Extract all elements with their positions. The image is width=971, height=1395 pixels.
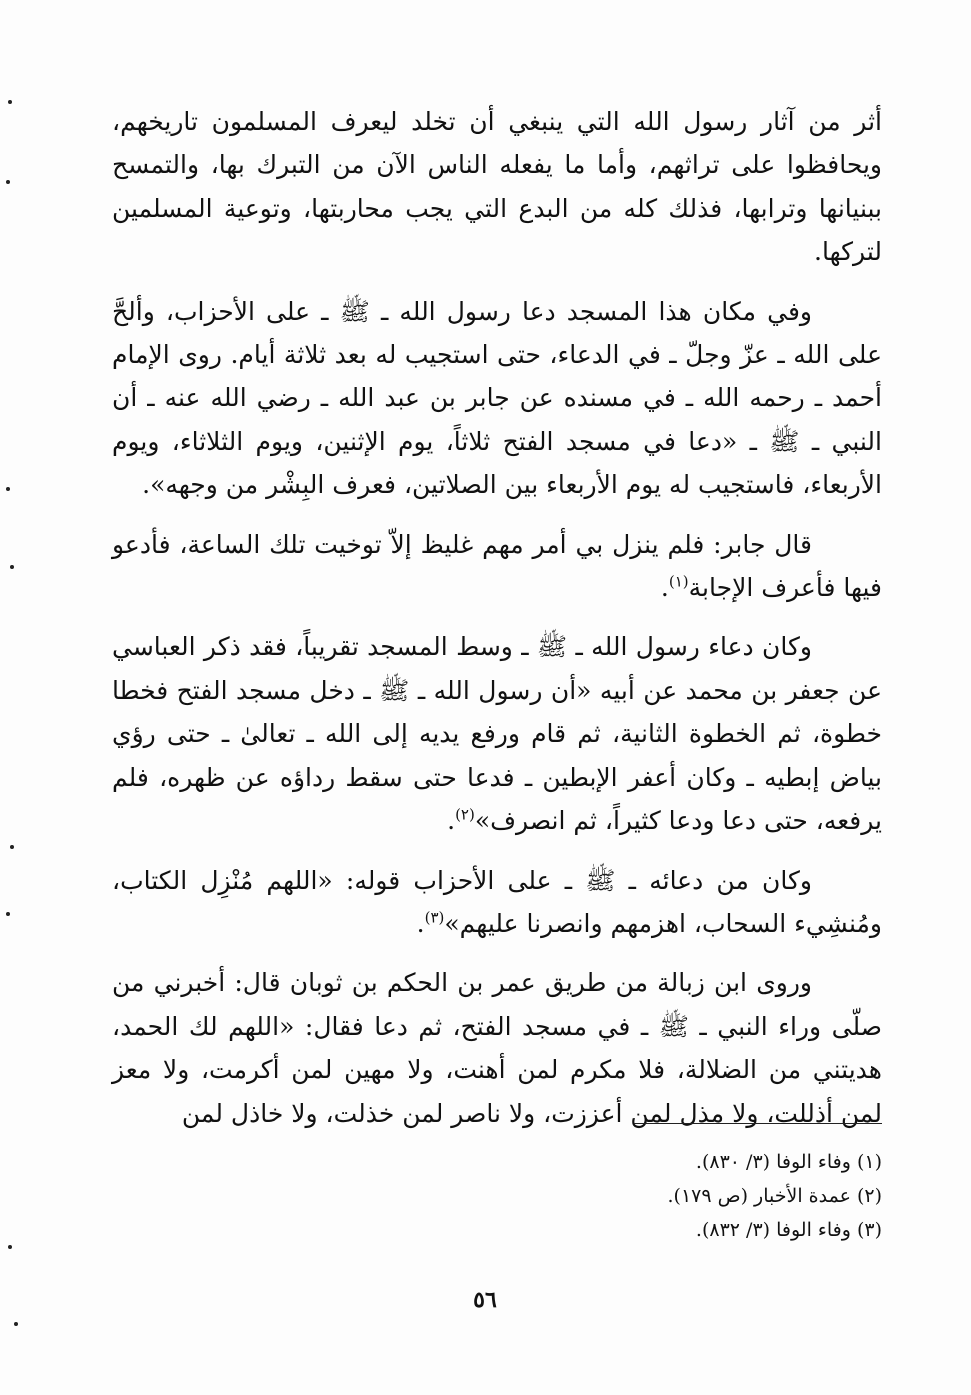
footnote-ref-1: (١) — [668, 572, 689, 591]
scan-speck — [14, 1322, 18, 1326]
paragraph-5-period: . — [416, 908, 425, 938]
paragraph-6: وروى ابن زبالة من طريق عمر بن الحكم بن ثوبان قال: أخبرني من صلّى وراء النبي ـ ﷺ ـ في مسجد الفتح، ثم دعا فقال: «اللهم لك الحمد، هديتني من الضلالة، فلا مكرم لمن أهنت، ولا مهين لمن أكرمت، ولا معز لمن أذللت، ولا مذل لمن أعززت، ولا ناصر لمن خذلت، ولا خاذل لمن — [112, 968, 882, 1128]
scan-speck — [6, 912, 10, 916]
paragraph-4-period: . — [447, 806, 456, 836]
footnotes — [500, 1145, 882, 1247]
paragraph-4-text: وكان دعاء رسول الله ـ ﷺ ـ وسط المسجد تقريباً، فقد ذكر العباسي عن جعفر بن محمد عن أبيه «أن رسول الله ـ ﷺ ـ دخل مسجد الفتح فخطا خطوة، ثم الخطوة الثانية، ثم قام ورفع يديه إلى الله ـ تعالىٰ ـ حتى رؤي بياض إبطيه ـ وكان أعفر الإبطين ـ فدعا حتى سقط رداؤه عن ظهره، فلم يرفعه، حتى دعا ودعا كثيراً، ثم انصرف» — [112, 632, 882, 836]
scan-speck — [8, 1245, 12, 1249]
paragraph-3 — [112, 523, 882, 610]
paragraph-3-period: . — [660, 573, 669, 603]
paragraph-3-text: قال جابر: فلم ينزل بي أمر مهم غليظ إلاّ توخيت تلك الساعة، فأدعو فيها فأعرف الإجابة — [112, 529, 882, 603]
scan-speck — [8, 100, 12, 104]
paragraph-2: وفي مكان هذا المسجد دعا رسول الله ـ ﷺ ـ على الأحزاب، وألحَّ على الله ـ عزّ وجلّ ـ في الدعاء، حتى استجيب له بعد ثلاثة أيام. روى الإمام أحمد ـ رحمه الله ـ في مسنده عن جابر بن عبد الله ـ رضي الله عنه ـ أن النبي ـ ﷺ ـ «دعا في مسجد الفتح ثلاثاً، يوم الإثنين، ويوم الثلاثاء، ويوم الأربعاء، فاستجيب له يوم الأربعاء بين الصلاتين، فعرف البِشْر من وجهه». — [112, 296, 882, 500]
footnote-3: (٣) وفاء الوفا (٣/ ٨٣٢). — [695, 1219, 882, 1241]
paragraph-4 — [112, 625, 882, 842]
page-number: ٥٦ — [473, 1287, 497, 1313]
footnote-1: (١) وفاء الوفا (٣/ ٨٣٠). — [695, 1151, 882, 1173]
footnote-separator — [634, 1123, 882, 1124]
paragraph-5-text: وكان من دعائه ـ ﷺ ـ على الأحزاب قوله: «اللهم مُنْزِل الكتاب، ومُنشِيء السحاب، اهزمهم وانصرنا عليهم» — [112, 865, 882, 938]
scan-speck — [10, 565, 14, 569]
scan-speck — [6, 487, 10, 491]
footnote-ref-3: (٣) — [424, 908, 445, 927]
scan-speck — [10, 845, 14, 849]
paragraph-1: أثر من آثار رسول الله التي ينبغي أن تخلد ليعرف المسلمون تاريخهم، ويحافظوا على تراثهم، وأما ما يفعله الناس الآن من التبرك بها، والتمسح ببنيانها وترابها، فذلك كله من البدع التي يجب محاربتها، وتوعية المسلمين لتركها. — [112, 107, 882, 267]
footnote-ref-2: (٢) — [455, 805, 475, 824]
paragraph-5 — [112, 859, 882, 946]
footnote-2: (٢) عمدة الأخبار (ص ١٧٩). — [667, 1185, 882, 1207]
main-text — [112, 100, 882, 1151]
scan-speck — [6, 180, 10, 184]
